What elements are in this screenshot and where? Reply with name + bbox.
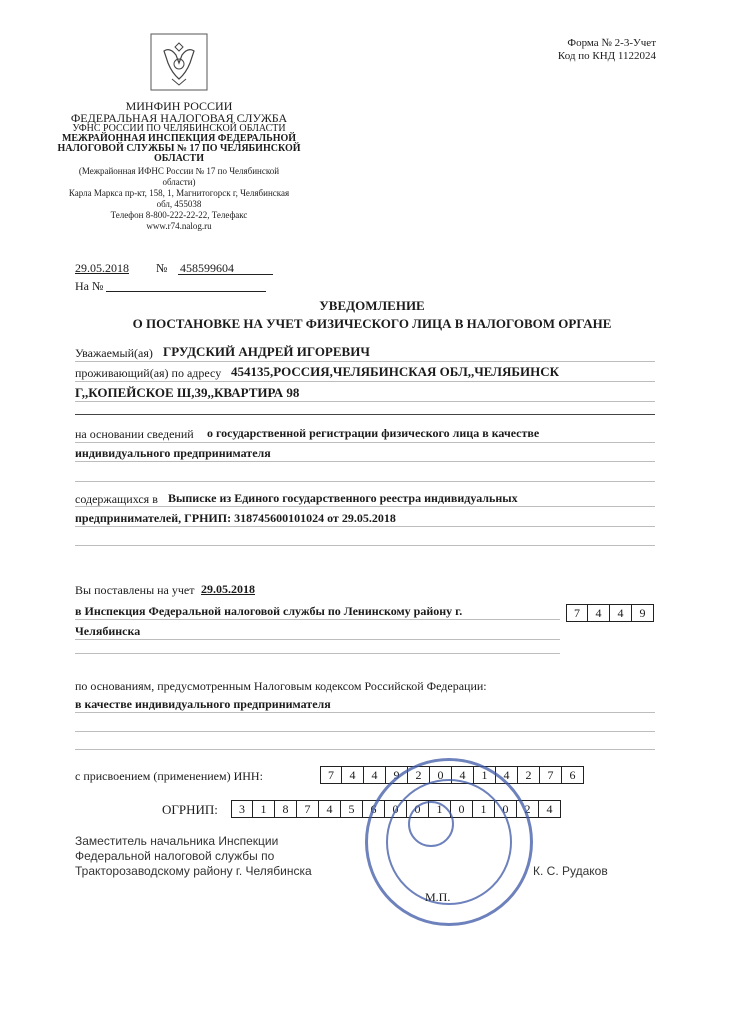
source-line2: предпринимателей, ГРНИП: 318745600101024 от 29.05.2018: [75, 511, 396, 525]
address-label: проживающий(ая) по адресу: [75, 366, 222, 380]
ogrnip-digit: 6: [363, 800, 385, 818]
ogrnip-digit: 1: [253, 800, 275, 818]
ministry: МИНФИН РОССИИ: [125, 99, 233, 113]
rule: [75, 712, 655, 713]
authority-header: [54, 100, 304, 232]
rule: [75, 545, 655, 546]
phone: Телефон 8-800-222-22-22, Телефакс: [110, 210, 248, 220]
regional-office: УФНС РОССИИ ПО ЧЕЛЯБИНСКОЙ ОБЛАСТИ: [72, 123, 286, 134]
inn-digit: 4: [452, 766, 474, 784]
inn-digit: 4: [364, 766, 386, 784]
inn-digit: 7: [320, 766, 342, 784]
inspection-line2: НАЛОГОВОЙ СЛУЖБЫ № 17 ПО ЧЕЛЯБИНСКОЙ: [57, 143, 301, 154]
inn-label: с присвоением (применением) ИНН:: [75, 769, 263, 783]
short-name-line2: области): [162, 177, 196, 187]
website: www.r74.nalog.ru: [146, 221, 212, 231]
rule: [75, 414, 655, 415]
ogrnip-digit: 2: [517, 800, 539, 818]
signatory-name: К. С. Рудаков: [533, 864, 608, 878]
person-address-line1: 454135,РОССИЯ,ЧЕЛЯБИНСКАЯ ОБЛ,,ЧЕЛЯБИНСК: [231, 364, 560, 379]
document-subtitle: О ПОСТАНОВКЕ НА УЧЕТ ФИЗИЧЕСКОГО ЛИЦА В НАЛОГОВОМ ОРГАНЕ: [132, 316, 612, 331]
rule: [75, 442, 655, 443]
rule: [75, 361, 655, 362]
rule: [75, 401, 655, 402]
salutation-label: Уважаемый(ая): [75, 346, 153, 360]
ref-number-underline: [178, 274, 273, 275]
office-code-digit: 4: [588, 604, 610, 622]
ogrnip-digit: 4: [539, 800, 561, 818]
inn-digit: 0: [430, 766, 452, 784]
office-code-cells: [566, 604, 654, 622]
office-code-digit: 4: [610, 604, 632, 622]
reply-to-label: На №: [75, 279, 104, 293]
inn-digit: 9: [386, 766, 408, 784]
seal-emblem: [408, 801, 454, 847]
office-code-digit: 7: [566, 604, 588, 622]
grounds-value: в качестве индивидуального предпринимателя: [75, 697, 331, 711]
ref-date: 29.05.2018: [75, 261, 129, 275]
ogrnip-digit: 8: [275, 800, 297, 818]
inn-digit: 4: [496, 766, 518, 784]
person-address-line2: Г,,КОПЕЙСКОЕ Ш,39,,КВАРТИРА 98: [75, 385, 300, 400]
position-line1: Заместитель начальника Инспекции: [75, 834, 279, 848]
person-name: ГРУДСКИЙ АНДРЕЙ ИГОРЕВИЧ: [163, 344, 370, 359]
document-title: УВЕДОМЛЕНИЕ: [319, 298, 425, 313]
rule: [75, 481, 655, 482]
ogrnip-digit: 0: [451, 800, 473, 818]
coat-of-arms-icon: [150, 33, 208, 91]
rule: [75, 639, 560, 640]
ogrnip-digit: 0: [495, 800, 517, 818]
rule: [75, 653, 560, 654]
ref-number: 458599604: [180, 261, 234, 275]
form-name: Форма № 2-3-Учет: [567, 37, 656, 49]
ogrnip-digit: 0: [385, 800, 407, 818]
address-line1: Карла Маркса пр-кт, 158, 1, Магнитогорск г, Челябинская: [68, 188, 290, 198]
inn-digit: 2: [408, 766, 430, 784]
form-code: [558, 37, 656, 63]
office-line2: Челябинска: [75, 624, 141, 638]
inn-digit: 7: [540, 766, 562, 784]
inn-digit: 1: [474, 766, 496, 784]
ogrnip-digit: 7: [297, 800, 319, 818]
office-line1: в Инспекция Федеральной налоговой службы по Ленинскому району г.: [75, 604, 463, 618]
rule: [75, 526, 655, 527]
reply-to-underline: [106, 291, 266, 292]
rule: [75, 731, 655, 732]
source-label: содержащихся в: [75, 492, 158, 506]
short-name-line1: (Межрайонная ИФНС России № 17 по Челябинской: [78, 166, 280, 176]
inn-digit: 4: [342, 766, 364, 784]
ogrnip-digit: 4: [319, 800, 341, 818]
rule: [75, 381, 655, 382]
knd-code: Код по КНД 1122024: [557, 50, 656, 62]
basis-line1: о государственной регистрации физического лица в качестве: [207, 426, 540, 440]
rule: [75, 461, 655, 462]
ogrnip-digit: 0: [407, 800, 429, 818]
basis-label: на основании сведений: [75, 427, 194, 441]
source-line1: Выписке из Единого государственного реестра индивидуальных: [168, 491, 518, 505]
service: ФЕДЕРАЛЬНАЯ НАЛОГОВАЯ СЛУЖБА: [70, 111, 288, 125]
rule: [75, 506, 655, 507]
registration-date: 29.05.2018: [201, 582, 255, 596]
grounds-label: по основаниям, предусмотренным Налоговым кодексом Российской Федерации:: [75, 679, 487, 693]
rule: [75, 619, 560, 620]
ogrnip-digit: 5: [341, 800, 363, 818]
stamp-place-label: М.П.: [425, 890, 451, 904]
ref-number-label: №: [156, 261, 168, 275]
ogrnip-digit: 1: [473, 800, 495, 818]
office-code-digit: 9: [632, 604, 654, 622]
basis-line2: индивидуального предпринимателя: [75, 446, 271, 460]
ogrnip-digit: 3: [231, 800, 253, 818]
inspection-line1: МЕЖРАЙОННАЯ ИНСПЕКЦИЯ ФЕДЕРАЛЬНОЙ: [61, 133, 297, 144]
address-line2: обл, 455038: [156, 199, 202, 209]
inn-digit: 2: [518, 766, 540, 784]
ogrnip-digit: 1: [429, 800, 451, 818]
registration-label: Вы поставлены на учет: [75, 583, 195, 597]
rule: [75, 749, 655, 750]
seal-inner-ring: [386, 779, 512, 905]
inspection-line3: ОБЛАСТИ: [154, 153, 204, 164]
position-line2: Федеральной налоговой службы по: [75, 849, 275, 863]
ogrnip-label: ОГРНИП:: [162, 802, 218, 817]
inn-digit: 6: [562, 766, 584, 784]
position-line3: Тракторозаводскому району г. Челябинска: [75, 864, 312, 878]
signatory-position: [75, 834, 312, 879]
